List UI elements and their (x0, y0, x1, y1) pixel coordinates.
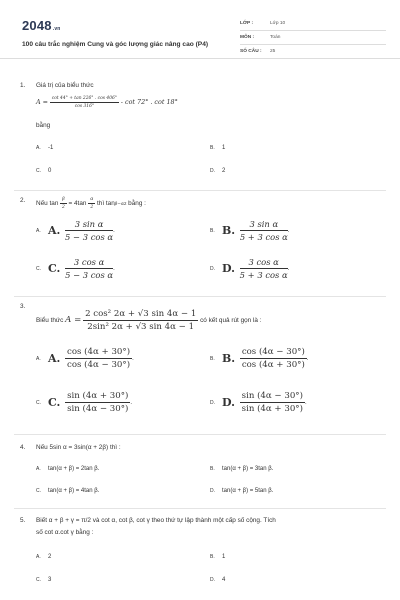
option-3b[interactable]: B. B. $\frac{\cos (4\alpha - 30^\circ)}{\cos (4\alpha + 30^\circ)}$ . (210, 347, 309, 370)
option-5a[interactable]: A. 2 (36, 554, 52, 560)
question-2: 2. Nếu tan $\frac{\beta}{2}$ = 4tan $\frac{\alpha}{2}$ thì tanβ−α2 bằng : A. A. $\frac{\text{3 sin α}}{\text{5 − 3 cos α}}$ . B. B. $\frac{\text{3 sin α}}{\text{5 + 3 cos α}}$ . C. C. $\frac{\text{3 cos α}}{\text{5 − 3 cos α}}$ . D. D. $\frac{\text{3 cos α}}{\text{5 + 3 cos α}}$ . (20, 197, 290, 280)
question-divider (14, 190, 386, 191)
meta-row-count: SỐ CÂU : 25 (240, 46, 386, 59)
option-3c[interactable]: C. C. $\frac{\sin (4\alpha + 30^\circ)}{\sin (4\alpha - 30^\circ)}$ . (36, 391, 133, 414)
option-4d[interactable]: D. tan(α + β) = 5tan β. (210, 488, 274, 494)
option-4b[interactable]: B. tan(α + β) = 3tan β. (210, 466, 274, 472)
option-3a[interactable]: A. A. $\frac{\cos (4\alpha + 30^\circ)}{\cos (4\alpha - 30^\circ)}$ . (36, 347, 134, 370)
question-divider (14, 296, 386, 297)
meta-table (240, 18, 386, 60)
meta-row-subject: MÔN : Toán (240, 32, 386, 45)
meta-row-class: LỚP : Lớp 10 (240, 18, 386, 31)
option-4a[interactable]: A. tan(α + β) = 2tan β. (36, 466, 100, 472)
option-2b[interactable]: B. B. $\frac{\text{3 sin α}}{\text{5 + 3 cos α}}$ . (210, 219, 290, 242)
question-4: 4. Nếu 5sin α = 3sin(α + 2β) thì : A. tan(α + β) = 2tan β. B. tan(α + β) = 3tan β. C. tan(α + β) = 4tan β. D. tan(α + β) = 5tan β. (20, 444, 274, 494)
question-3-formula: Biểu thức A = $\frac{\text{2 cos² 2α + √3 sin 4α − 1}}{\text{2sin² 2α + √3 sin 4α − 1}}$ có kết quả rút gọn là : (36, 309, 262, 332)
option-2a[interactable]: A. A. $\frac{\text{3 sin α}}{\text{5 − 3 cos α}}$ . (36, 219, 115, 242)
question-1: 1. Giá trị của biểu thức A = $\frac{\cot 44^\circ + \tan 226^\circ . \cos 406^\circ}{\cos 316^\circ}$ - cot 72° . cot 18° bằng A. -1 B. 1 C. 0 D. 2 (20, 82, 226, 174)
option-1c[interactable]: C. 0 (36, 168, 52, 174)
option-5b[interactable]: B. 1 (210, 554, 226, 560)
page-title: 100 câu trắc nghiệm Cung và góc lượng giác nâng cao (P4) (22, 41, 209, 48)
option-5d[interactable]: D. 4 (210, 577, 226, 583)
option-1b[interactable]: B. 1 (210, 145, 226, 151)
option-3d[interactable]: D. D. $\frac{\sin (4\alpha - 30^\circ)}{\sin (4\alpha + 30^\circ)}$ . (210, 391, 307, 414)
option-5c[interactable]: C. 3 (36, 577, 52, 583)
option-1a[interactable]: A. -1 (36, 145, 54, 151)
question-divider (14, 434, 386, 435)
question-1-formula: A = $\frac{\cot 44^\circ + \tan 226^\circ . \cos 406^\circ}{\cos 316^\circ}$ - cot 72° . cot 18° (36, 96, 178, 109)
question-5: 5. Biết α + β + γ = π/2 và cot α, cot β, cot γ theo thứ tự lập thành một cấp số cộng. Tích số cot α.cot γ bằng : A. 2 B. 1 C. 3 D. 4 (20, 517, 276, 583)
option-2c[interactable]: C. C. $\frac{\text{3 cos α}}{\text{5 − 3 cos α}}$ . (36, 257, 115, 280)
site-logo[interactable]: 2048.vn (22, 18, 61, 33)
option-2d[interactable]: D. D. $\frac{\text{3 cos α}}{\text{5 + 3 cos α}}$ . (210, 257, 290, 280)
question-3: 3. Biểu thức A = $\frac{\text{2 cos² 2α + √3 sin 4α − 1}}{\text{2sin² 2α + √3 sin 4α − 1}}$ có kết quả rút gọn là : A. A. $\frac{\cos (4\alpha + 30^\circ)}{\cos (4\alpha - 30^\circ)}$ . B. B. $\frac{\cos (4\alpha - 30^\circ)}{\cos (4\alpha + 30^\circ)}$ . C. C. $\frac{\sin (4\alpha + 30^\circ)}{\sin (4\alpha - 30^\circ)}$ . D. D. $\frac{\sin (4\alpha - 30^\circ)}{\sin (4\alpha + 30^\circ)}$ . (20, 303, 309, 414)
question-divider (14, 508, 386, 509)
option-4c[interactable]: C. tan(α + β) = 4tan β. (36, 488, 100, 494)
page-header (14, 9, 386, 59)
option-1d[interactable]: D. 2 (210, 168, 226, 174)
header-divider (0, 58, 400, 59)
